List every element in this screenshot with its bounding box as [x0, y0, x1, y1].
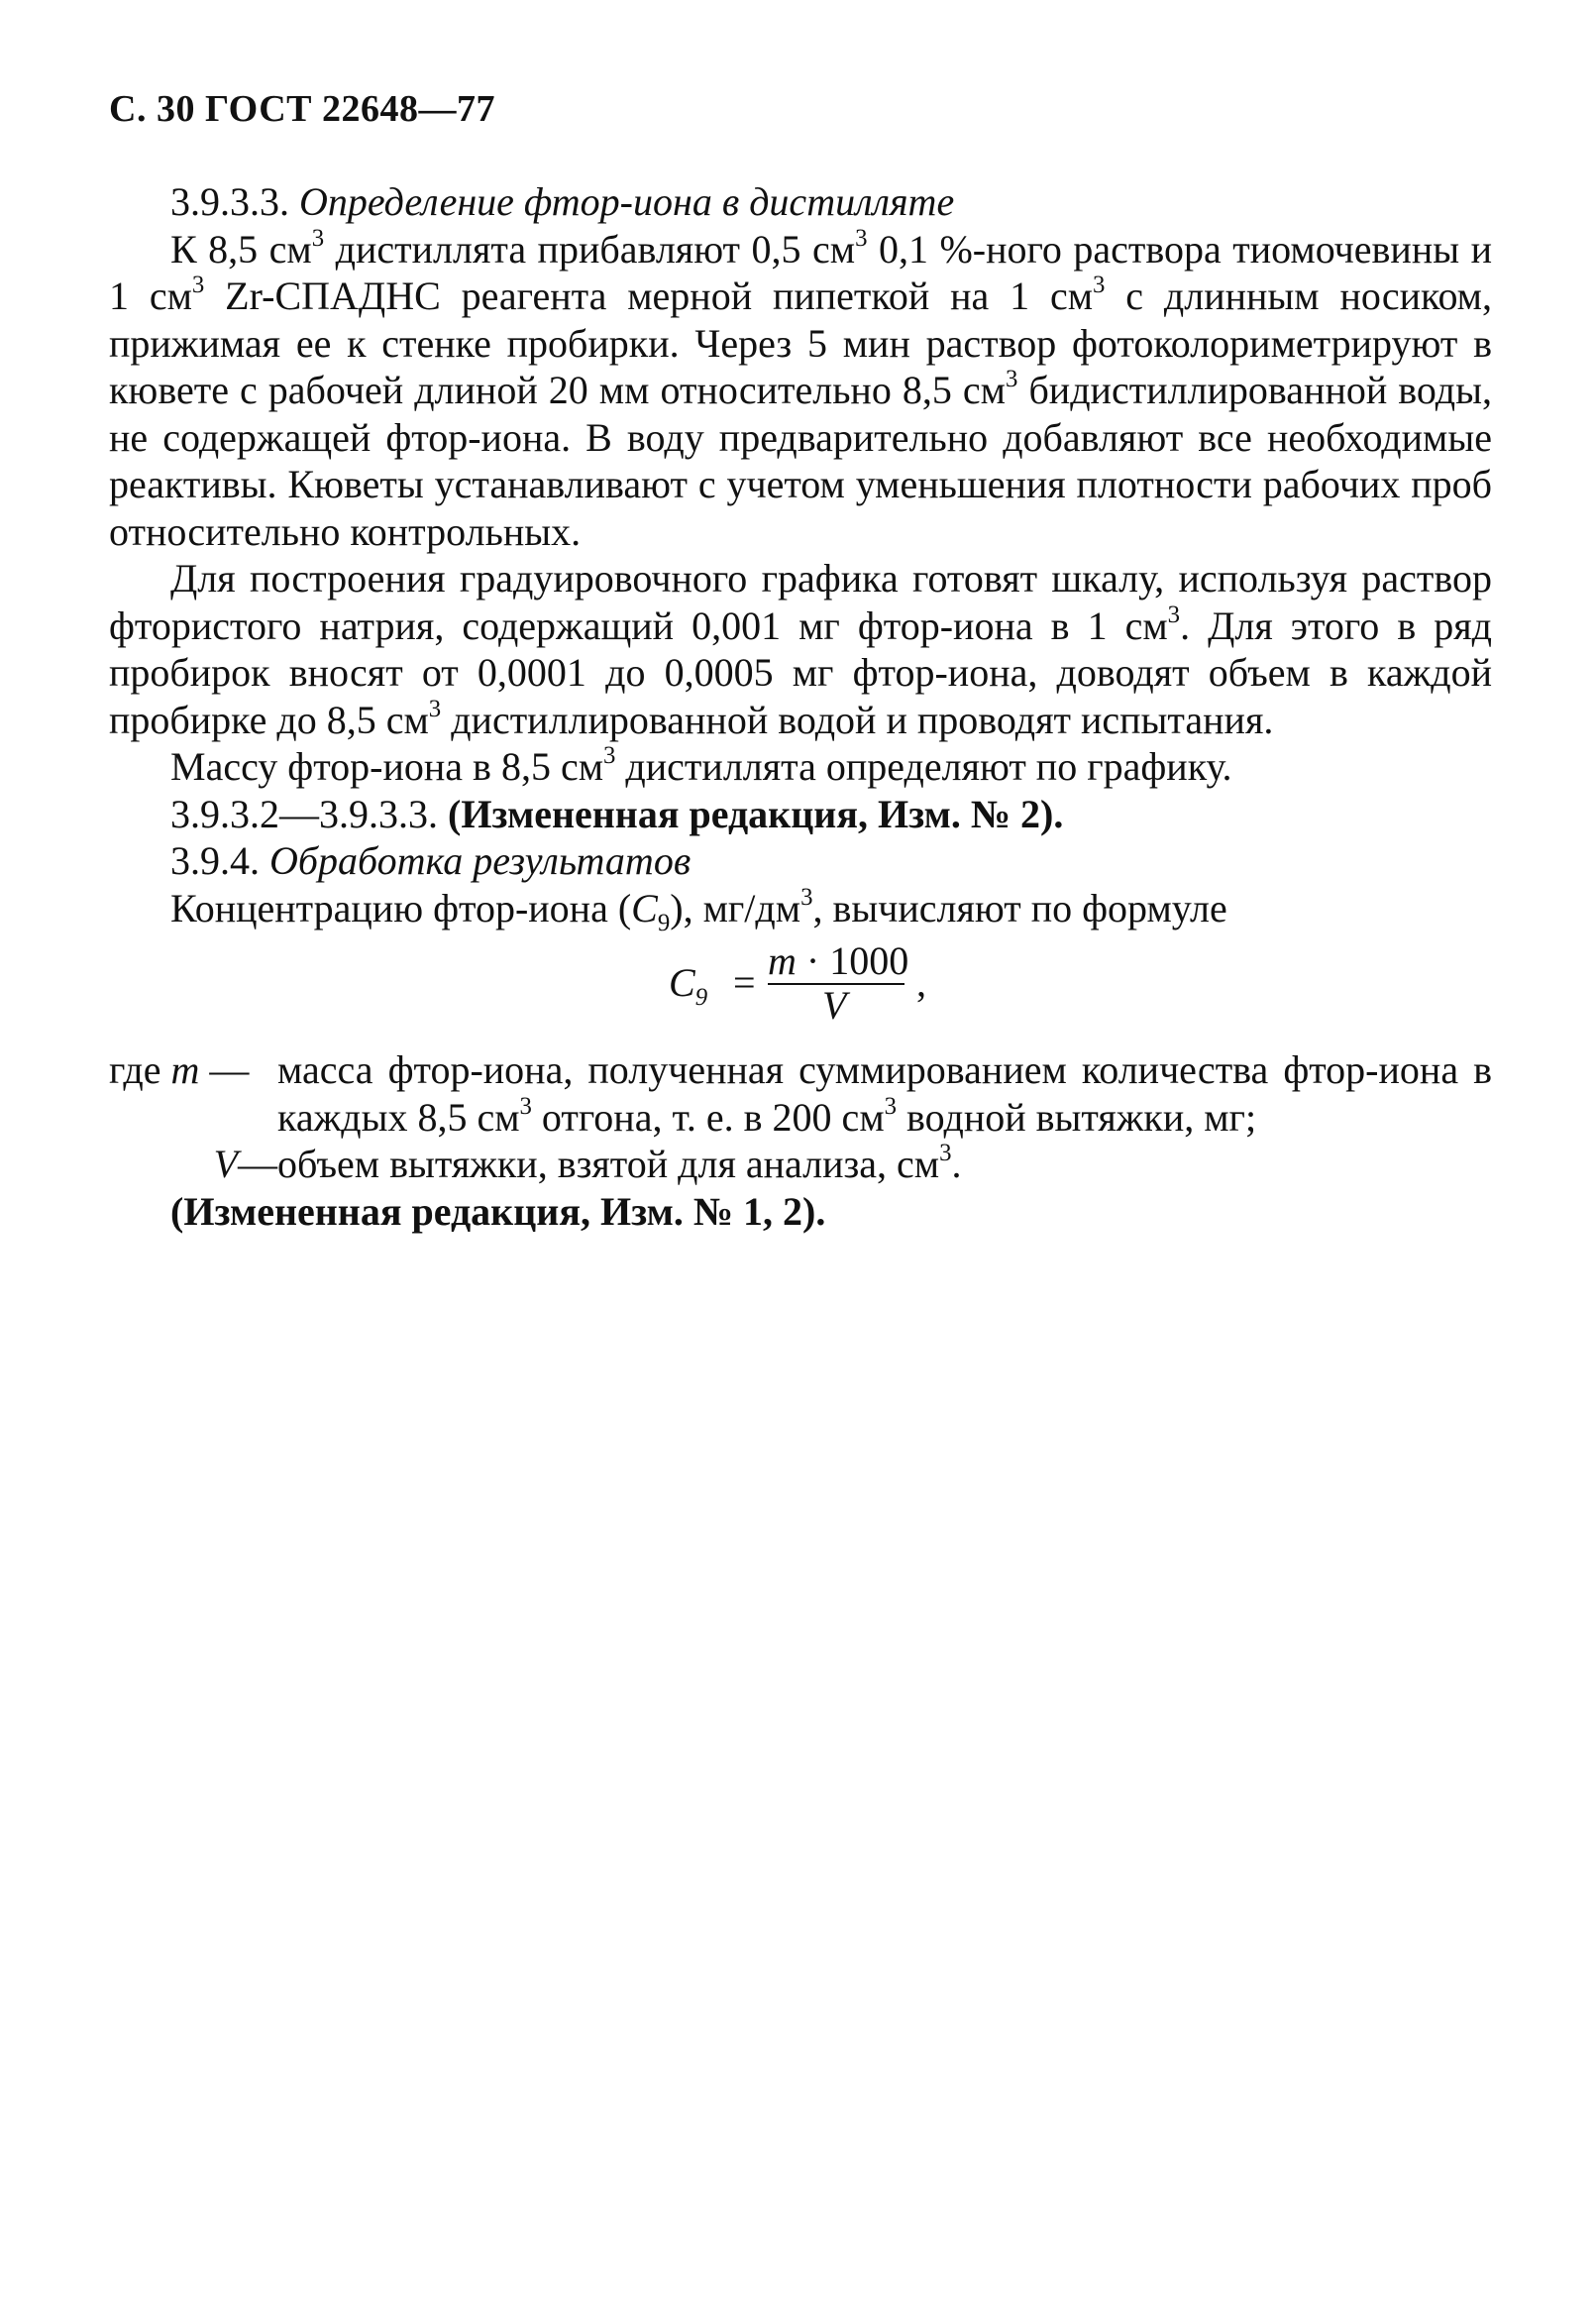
- formula-lhs: $C_9$: [669, 960, 708, 1011]
- formula-denominator: V: [822, 983, 847, 1028]
- section-3-9-3-3-heading: [109, 178, 1492, 226]
- v-lead: V—: [213, 1142, 277, 1186]
- formula-equals: =: [733, 960, 756, 1005]
- formula-comma: ,: [916, 960, 926, 1005]
- variable-definition-v: [109, 1141, 1492, 1188]
- section-number: 3.9.3.3.: [170, 179, 299, 224]
- section-title: Обработка результатов: [269, 838, 692, 883]
- section-title: Определение фтор-иона в дистилляте: [299, 179, 955, 224]
- where-text: масса фтор-иона, полученная суммированием количества фтор-иона в каждых 8,5 $см^3$ отгона, т. е. в 200 $см^3$ водной вытяжки, мг;: [277, 1047, 1492, 1140]
- paragraph-mass: Массу фтор-иона в 8,5 $см^3$ дистиллята определяют по графику.: [170, 742, 1232, 789]
- document-body: [109, 178, 1492, 1235]
- paragraph-procedure: К 8,5 $см^3$ дистиллята прибавляют 0,5 $см^3$ 0,1 %-ного раствора тиомочевины и 1 $см^3$ Zr-СПАДНС реагента мерной пипеткой на 1 $см^3$ с длинным носиком, прижимая ее к стенке пробирки. Через 5 мин раствор фотоколориметрируют в кювете с рабочей длиной 20 мм относительно 8,5 $см^3$ бидистиллированной воды, не содержащей фтор-иона. В воду предварительно добавляют все необходимые реактивы. Кюветы устанавливают с учетом уменьшения плотности рабочих проб относительно контрольных.: [109, 224, 1492, 554]
- formula-expression: [669, 937, 966, 1037]
- v-text: объем вытяжки, взятой для анализа, $см^3$.: [277, 1140, 962, 1186]
- formula: [109, 937, 1492, 1037]
- amendment-note-2: (Измененная редакция, Изм. № 1, 2).: [170, 1188, 826, 1234]
- page-header: С. 30 ГОСТ 22648—77: [109, 88, 495, 130]
- paragraph-calibration: Для построения градуировочного графика готовят шкалу, используя раствор фтористого натрия, содержащий 0,001 мг фтор-иона в 1 $см^3$. Для этого в ряд пробирок вносят от 0,0001 до 0,0005 мг фтор-иона, доводят объем в каждой пробирке до 8,5 $см^3$ дистиллированной водой и проводят испытания.: [109, 556, 1493, 742]
- variable-definition-m: [109, 1046, 1492, 1141]
- paragraph-concentration: Концентрацию фтор-иона $(C_9)$, $мг/дм^3$, вычисляют по формуле: [170, 883, 1227, 936]
- section-3-9-4-heading: [109, 837, 1492, 885]
- section-number: 3.9.4.: [170, 838, 269, 883]
- where-lead: где m —: [109, 1047, 250, 1092]
- formula-numerator: m · 1000: [768, 938, 909, 983]
- amendment-note-1: 3.9.3.2—3.9.3.3. (Измененная редакция, Изм. № 2).: [170, 791, 1064, 836]
